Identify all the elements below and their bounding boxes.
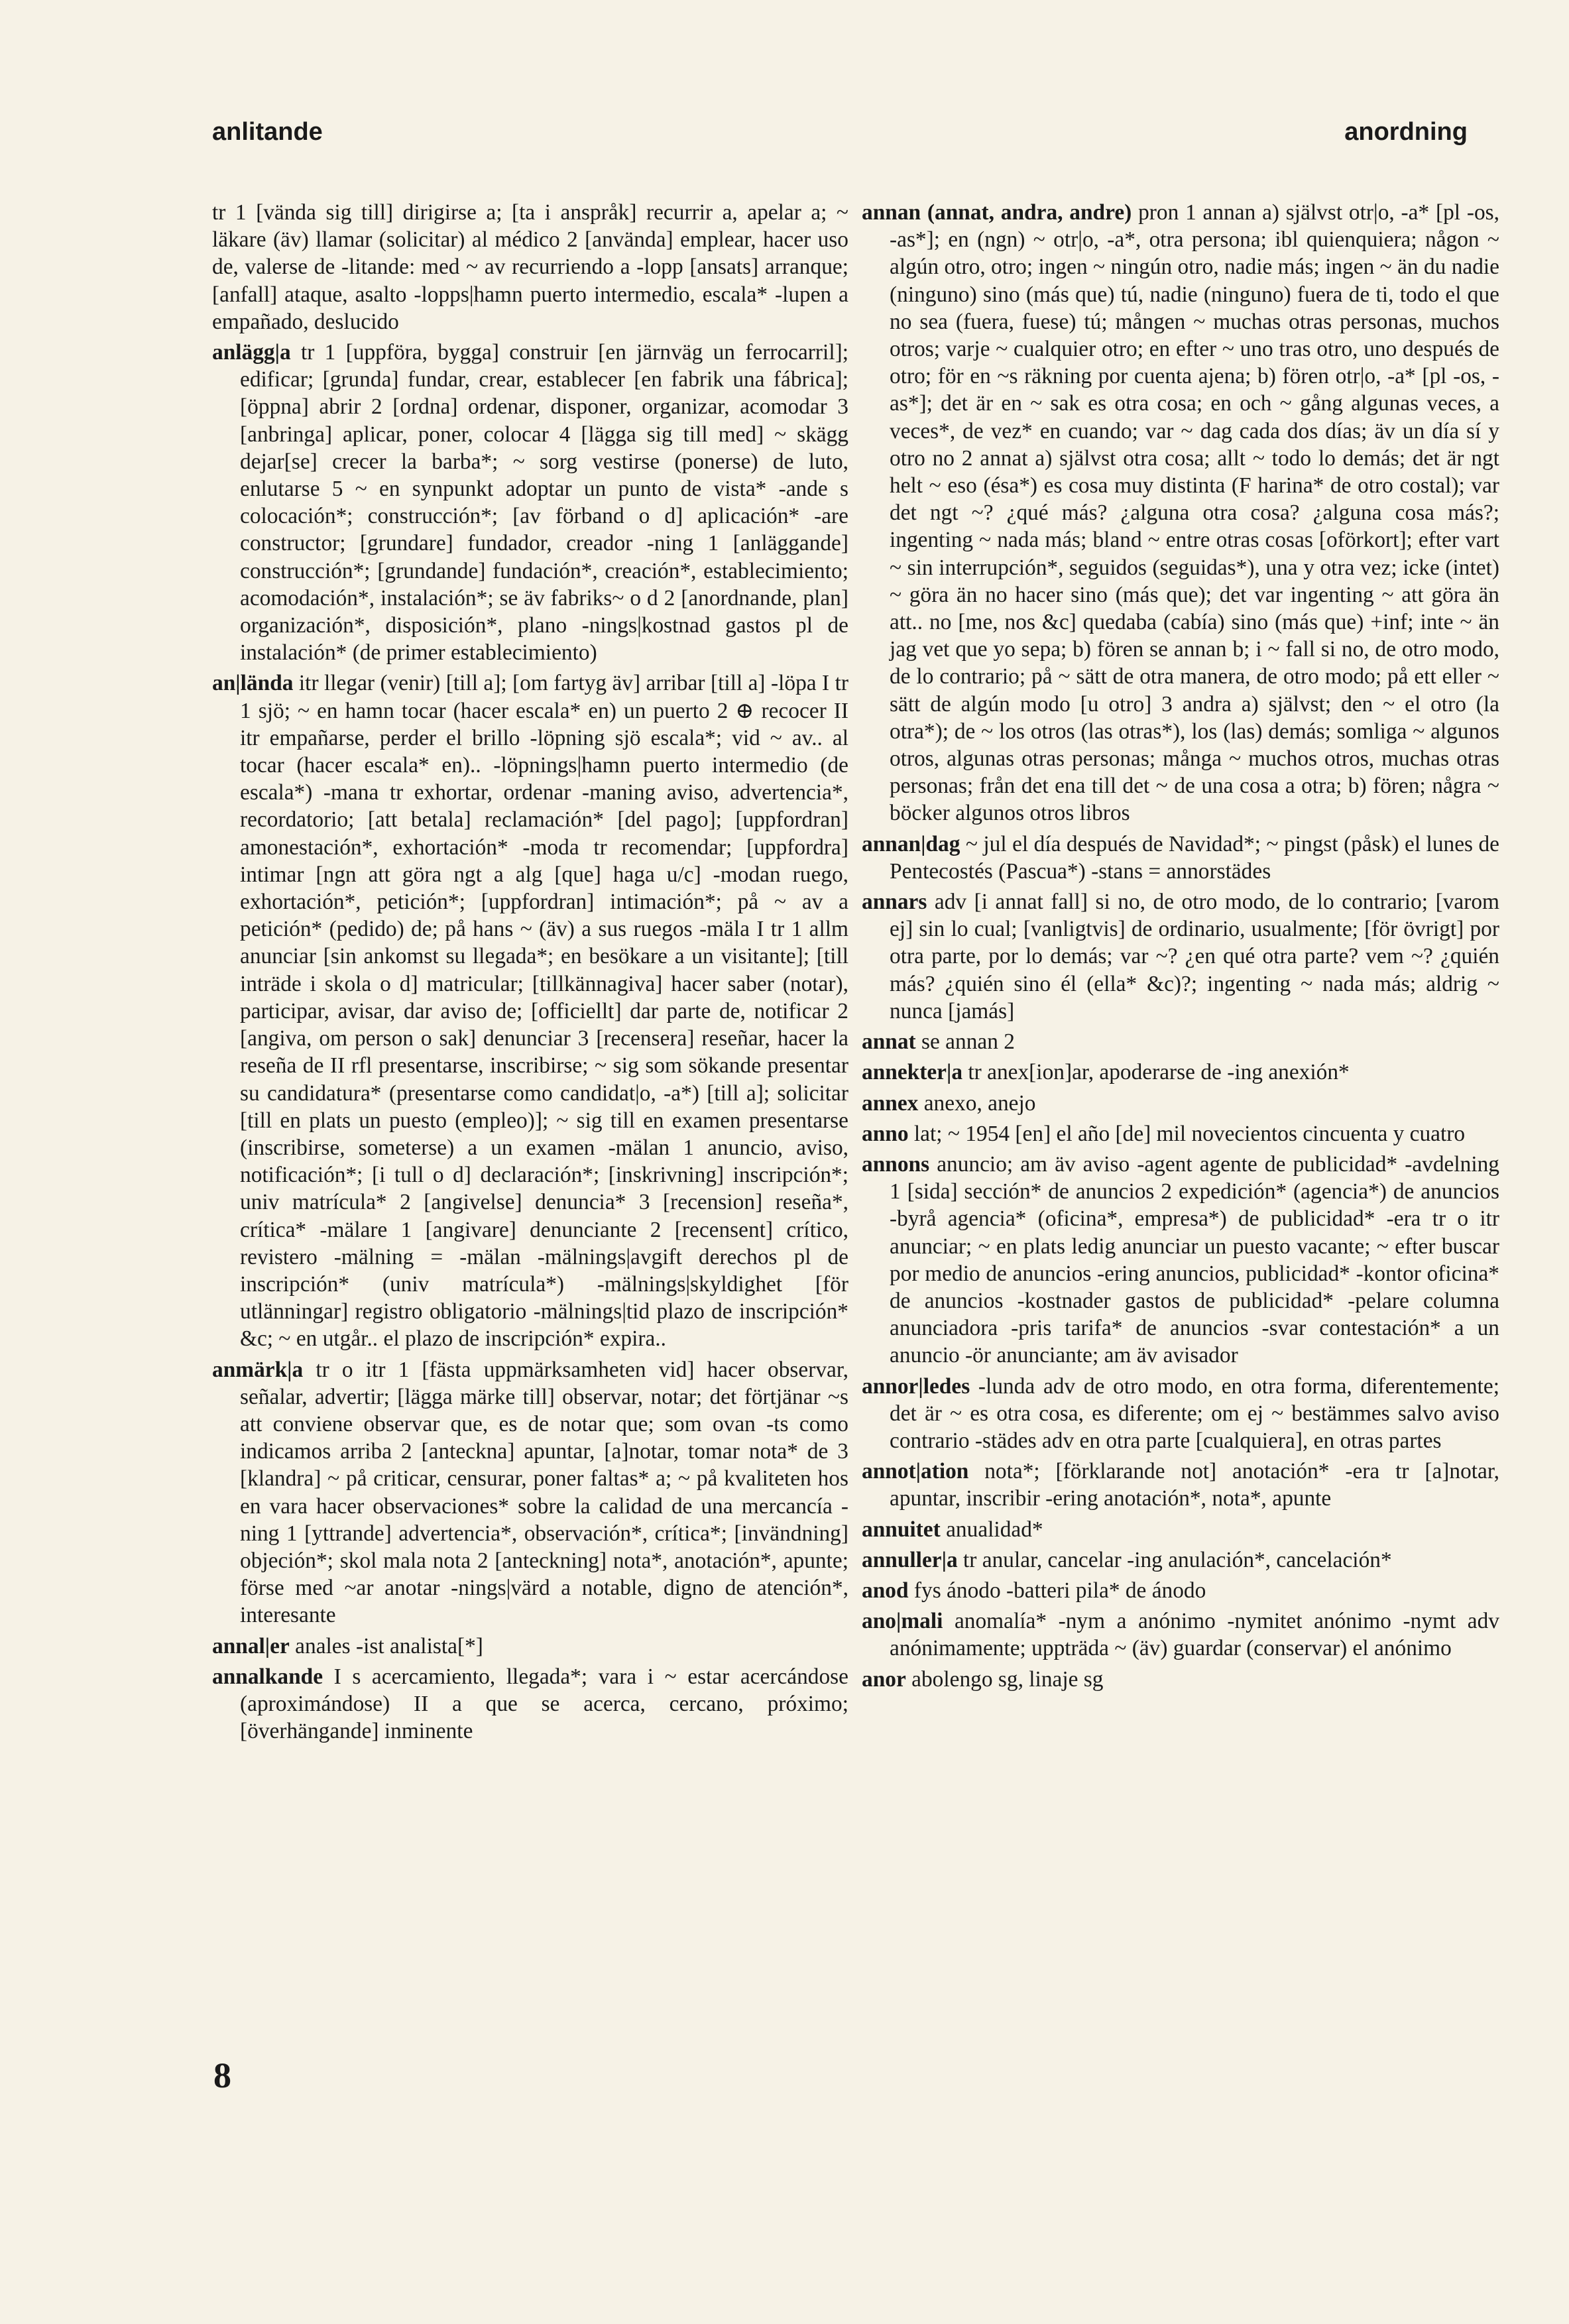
dictionary-entry — [862, 1151, 1499, 1369]
dictionary-entry — [212, 1633, 848, 1660]
entry-headword: annekter|a — [862, 1060, 963, 1085]
entry-headword: annex — [862, 1090, 919, 1116]
entry-headword: annot|ation — [862, 1459, 969, 1484]
entry-body: anomalía* -nym a anónimo -nymitet anónimo -nymt adv anónimamente; uppträda ~ (äv) guardar (conservar) el anónimo — [890, 1609, 1499, 1661]
entry-headword: anlägg|a — [212, 340, 291, 365]
entry-headword: annuller|a — [862, 1547, 958, 1572]
dictionary-entry — [862, 1666, 1499, 1693]
page-number: 8 — [213, 2056, 231, 2095]
dictionary-entry — [862, 1607, 1499, 1662]
dictionary-entry — [862, 1120, 1499, 1147]
entry-headword: an|lända — [212, 671, 294, 696]
entry-body: tr anex[ion]ar, apoderarse de -ing anexión* — [968, 1060, 1350, 1085]
dictionary-entry — [212, 339, 848, 666]
entry-headword: annor|ledes — [862, 1373, 970, 1399]
entry-headword: annars — [862, 890, 927, 915]
header-last-word: anordning — [1344, 118, 1468, 146]
entry-headword: annan (annat, andra, andre) — [862, 200, 1132, 225]
entry-headword: annal|er — [212, 1633, 290, 1658]
entry-headword: anod — [862, 1578, 909, 1603]
dictionary-entry — [862, 1028, 1499, 1055]
right-column — [862, 199, 1499, 2221]
dictionary-entry — [212, 199, 848, 335]
entry-body: tr o itr 1 [fästa uppmärksamheten vid] hacer observar, señalar, advertir; [lägga märke till] observar, notar; det förtjänar ~s att conviene observar que, es de notar que; som ovan -ts como indicamos arriba 2 [anteckna] apuntar, [a]notar, tomar nota* de 3 [klandra] ~ på criticar, censurar, poner faltas* a; ~ på kvaliteten hos en vara hacer observaciones* sobre la calidad de una mercancía -ning 1 [yttrande] advertencia*, observación*, crítica*; [invändning] objeción*; skol mala nota 2 [anteckning] nota*, anotación*, apunte; förse med ~ar anotar -nings|värd a notable, digno de atención*, interesante — [240, 1357, 848, 1628]
entry-headword: anno — [862, 1121, 909, 1146]
dictionary-entry — [862, 1458, 1499, 1512]
header-first-word: anlitande — [212, 118, 323, 146]
dictionary-entry — [862, 1546, 1499, 1574]
dictionary-entry — [212, 1356, 848, 1629]
entry-body: nota*; [förklarande not] anotación* -era tr [a]notar, apuntar, inscribir -ering anotación*, nota*, apunte — [890, 1459, 1499, 1511]
entry-body: anales -ist analista[*] — [295, 1633, 483, 1658]
entry-body: ~ jul el día después de Navidad*; ~ pingst (påsk) el lunes de Pentecostés (Pascua*) -stans = annorstädes — [890, 831, 1499, 884]
dictionary-entry — [862, 1577, 1499, 1604]
dictionary-entry — [862, 1059, 1499, 1086]
entry-body: anexo, anejo — [923, 1090, 1036, 1116]
entry-body: adv [i annat fall] si no, de otro modo, de lo contrario; [varom ej] sin lo cual; [vanligtvis] de ordinario, usualmente; [för övrigt] por otra parte, por lo demás; var ~? ¿en qué otra parte? vem ~? ¿quién más? ¿quién sino él (ella* &c)?; ingenting ~ nada más; aldrig ~ nunca [jamás] — [890, 890, 1499, 1023]
dictionary-entry — [862, 1090, 1499, 1117]
entry-headword: ano|mali — [862, 1609, 943, 1634]
entry-headword: annat — [862, 1029, 916, 1055]
entry-body: I s acercamiento, llegada*; vara i ~ estar acercándose (aproximándose) II a que se acerca, cercano, próximo; [överhängande] inminente — [240, 1664, 848, 1744]
entry-body: lat; ~ 1954 [en] el año [de] mil novecientos cincuenta y cuatro — [913, 1121, 1466, 1146]
entry-headword: anmärk|a — [212, 1357, 304, 1382]
entry-body: pron 1 annan a) självst otr|o, -a* [pl -os, -as*]; en (ngn) ~ otr|o, -a*, otra persona; ibl quienquiera; någon ~ algún otro, otro; ingen ~ ningún otro, nadie más; ingen ~ än du nadie (ninguno) sino (más que) tú, nadie (ninguno) fuera de ti, todo el que no sea (fuera, fuese) tú; mången ~ muchas otras personas, muchos otros; varje ~ cualquier otro; en efter ~ uno tras otro, uno después de otro; för en ~s räkning por cuenta ajena; b) fören otr|o, -a* [pl -os, -as*]; det är en ~ sak es otra cosa; en och ~ gång algunas veces, a veces*, de vez* en cuando; var ~ dag cada dos días; äv un día sí y otro no 2 annat a) självst otra cosa; allt ~ todo lo demás; det är ngt helt ~ eso (ésa*) es cosa muy distinta (F harina* de otro costal); var det ngt ~? ¿qué más? ¿alguna otra cosa? ¿alguna cosa más?; ingenting ~ nada más; bland ~ entre otras cosas [oförkort]; efter vart ~ sin interrupción*, seguidos (seguidas*), una y otra vez; icke (intet) ~ göra än no hacer sino (más que); det var ingenting ~ att göra än att.. no [me, nos &c] quedaba (cabía) sino (más que) +inf; inte ~ än jag vet que yo sepa; b) fören se annan b; i ~ fall si no, de otro modo, de lo contrario; på ~ sätt de otra manera, de otro modo; på ett eller ~ sätt de algún modo [u otro] 3 andra a) självst; den ~ el otro (la otra*); de ~ los otros (las otras*), los (las) demás; somliga ~ algunos otros, algunas otras personas; många ~ muchos otros, muchas otras personas; från det ena till det ~ de una cosa a otra; b) fören; några ~ böcker algunos otros libros — [890, 200, 1499, 826]
dictionary-entry — [862, 1373, 1499, 1455]
dictionary-entry — [212, 669, 848, 1352]
entry-headword: annuitet — [862, 1517, 941, 1542]
dictionary-entry — [862, 831, 1499, 885]
entry-body: abolengo sg, linaje sg — [911, 1666, 1104, 1692]
dictionary-entry — [862, 888, 1499, 1025]
entry-headword: annan|dag — [862, 831, 960, 856]
running-header — [0, 118, 1569, 158]
entry-body: fys ánodo -batteri pila* de ánodo — [913, 1578, 1206, 1603]
entry-body: anuncio; am äv aviso -agent agente de publicidad* -avdelning 1 [sida] sección* de anuncios 2 expedición* (agencia*) de anuncios -byrå agencia* (oficina*, empresa*) de publicidad* -era tr o itr anunciar; ~ en plats ledig anunciar un puesto vacante; ~ efter buscar por medio de anuncios -ering anuncios, publicidad* -kontor oficina* de anuncios -kostnader gastos de publicidad* -pelare columna anunciadora -pris tarifa* de anuncios -svar contestación* a un anuncio -ör anunciante; am äv avisador — [890, 1151, 1499, 1368]
dictionary-entry — [212, 1663, 848, 1745]
dictionary-entry — [862, 1516, 1499, 1543]
entry-body: anualidad* — [946, 1517, 1043, 1542]
dictionary-entry — [862, 199, 1499, 827]
entry-headword: annalkande — [212, 1664, 323, 1689]
entry-headword: anor — [862, 1666, 906, 1692]
entry-body: se annan 2 — [921, 1029, 1015, 1055]
entry-body: tr 1 [vända sig till] dirigirse a; [ta i anspråk] recurrir a, apelar a; ~ läkare (äv) llamar (solicitar) al médico 2 [använda] emplear, hacer uso de, valerse de -litande: med ~ av recurriendo a -lopp [ansats] arranque; [anfall] ataque, asalto -lopps|hamn puerto intermedio, escala* -lupen a empañado, deslucido — [212, 200, 848, 334]
entry-body: tr anular, cancelar -ing anulación*, cancelación* — [963, 1547, 1392, 1572]
entry-body: itr llegar (venir) [till a]; [om fartyg äv] arribar [till a] -löpa I tr 1 sjö; ~ en hamn tocar (hacer escala* en) un puerto 2 ⊕ recocer II itr empañarse, perder el brillo -löpning sjö escala*; vid ~ av.. al tocar (hacer escala* en).. -löpnings|hamn puerto intermedio (de escala*) -mana tr exhortar, ordenar -maning aviso, advertencia*, recordatorio; [att betala] reclamación* [del pago]; [uppfordran] amonestación*, exhortación* -moda tr recomendar; [uppfordra] intimar [ngn att göra ngt a alg [que] haga u/c] -modan ruego, exhortación*, petición*; [uppfordran] intimación*; på ~ av a petición* (pedido) de; på hans ~ (äv) a sus ruegos -mäla I tr 1 allm anunciar [sin ankomst su llegada*; en besökare a un visitante]; [till inträde i skola o d] matricular; [tillkännagiva] hacer saber (notar), participar, avisar, dar aviso de; [officiellt] dar parte de, notificar 2 [angiva, om person o sak] denunciar 3 [recensera] reseñar, hacer la reseña de II rfl presentarse, inscribirse; ~ sig som sökande presentar su candidatura* (presentarse como candidat|o, -a*) [till a]; solicitar [till en plats un puesto (empleo)]; ~ sig till en examen presentarse (inscribirse, someterse) a un examen -mälan 1 anuncio, aviso, notificación*; [i tull o d] declaración*; [inskrivning] inscripción*; univ matrícula* 2 [angivelse] denuncia* 3 [recension] reseña*, crítica* -mälare 1 [angivare] denunciante 2 [recensent] crítico, revistero -mälning = -mälan -mälnings|avgift derechos pl de inscripción* (univ matrícula*) -mälnings|skyldighet [för utlänningar] registro obligatorio -mälnings|tid plazo de inscripción* &c; ~ en utgår.. el plazo de inscripción* expira.. — [240, 671, 848, 1352]
left-column — [212, 199, 848, 2221]
entry-body: -lunda adv de otro modo, en otra forma, diferentemente; det är ~ es otra cosa, es diferente; om ej ~ bestämmes salvo aviso contrario -städes adv en otra parte [cualquiera], en otras partes — [890, 1373, 1499, 1453]
entry-body: tr 1 [uppföra, bygga] construir [en järnväg un ferrocarril]; edificar; [grunda] fundar, crear, establecer [en fabrik una fábrica]; [öppna] abrir 2 [ordna] ordenar, disponer, organizar, acomodar 3 [anbringa] aplicar, poner, colocar 4 [lägga sig till med] ~ skägg dejar[se] crecer la barba*; ~ sorg vestirse (ponerse) de luto, enlutarse 5 ~ en synpunkt adoptar un punto de vista* -ande s colocación*; construcción*; [av förband o d] aplicación* -are constructor; [grundare] fundador, creador -ning 1 [anläggande] construcción*; [grundande] fundación*, creación*, establecimiento; acomodación*, instalación*; se äv fabriks~ o d 2 [anordnande, plan] organización*, disposición*, plano -nings|kostnad gastos pl de instalación* (de primer establecimiento) — [240, 340, 848, 666]
entry-headword: annons — [862, 1151, 930, 1177]
